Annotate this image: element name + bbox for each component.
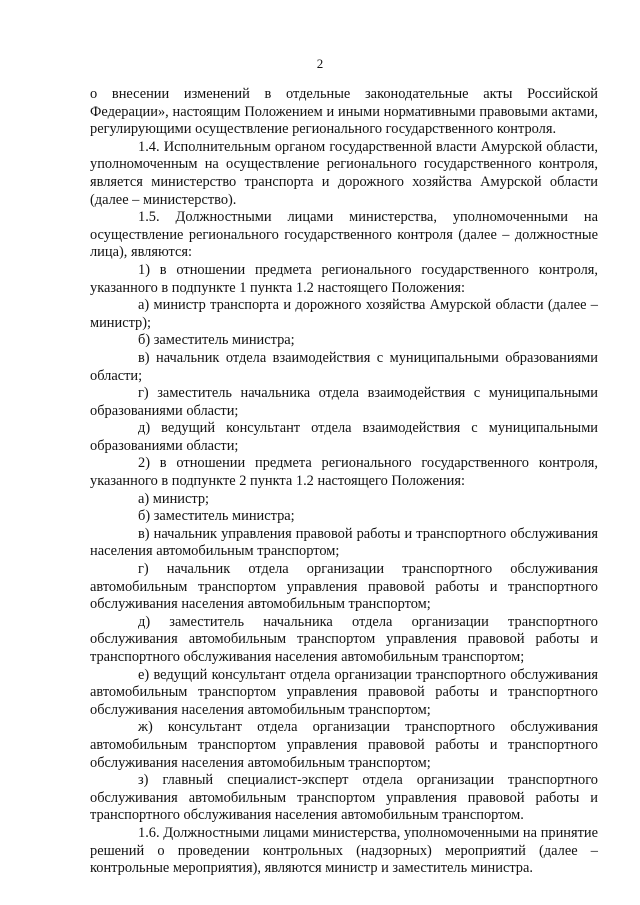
paragraph: в) начальник управления правовой работы и транспортного обслуживания населения автомобильным транспортом; xyxy=(90,525,598,560)
paragraph: в) начальник отдела взаимодействия с муниципальными образованиями области; xyxy=(90,349,598,384)
paragraph: 1.4. Исполнительным органом государственной власти Амурской области, уполномоченным на осуществление регионального государственного контроля, является министерство транспорта и дорожного хозяйства Амурской области (далее – министерство). xyxy=(90,138,598,208)
paragraph: г) начальник отдела организации транспортного обслуживания автомобильным транспортом управления правовой работы и транспортного обслуживания населения автомобильным транспортом; xyxy=(90,561,598,613)
paragraph: б) заместитель министра; xyxy=(138,332,295,349)
page-number: 2 xyxy=(316,56,324,71)
paragraph: а) министр; xyxy=(138,490,210,507)
paragraph: 1.5. Должностными лицами министерства, уполномоченными на осуществление регионального государственного контроля (далее – должностные лица), являются: xyxy=(90,209,598,261)
paragraph: д) заместитель начальника отдела организации транспортного обслуживания автомобильным транспортом управления правовой работы и транспортного обслуживания населения автомобильным транспортом; xyxy=(90,613,598,665)
document-body xyxy=(90,86,598,878)
paragraph: а) министр транспорта и дорожного хозяйства Амурской области (далее – министр); xyxy=(90,297,598,331)
paragraph: д) ведущий консультант отдела взаимодействия с муниципальными образованиями области; xyxy=(90,420,598,454)
paragraph: з) главный специалист-эксперт отдела организации транспортного обслуживания автомобильным транспортом управления правовой работы и транспортного обслуживания населения автомобильным транспортом. xyxy=(90,772,598,824)
paragraph: г) заместитель начальника отдела взаимодействия с муниципальными образованиями области; xyxy=(90,385,598,419)
paragraph: 1.6. Должностными лицами министерства, уполномоченными на принятие решений о проведении контрольных (надзорных) мероприятий (далее – контрольные мероприятия), являются министр и заместитель министра. xyxy=(90,824,598,877)
paragraph: о внесении изменений в отдельные законодательные акты Российской Федерации», настоящим Положением и иными нормативными правовыми актами, регулирующими осуществление регионального государственного контроля. xyxy=(90,86,598,138)
paragraph: б) заместитель министра; xyxy=(138,508,295,525)
paragraph: е) ведущий консультант отдела организации транспортного обслуживания автомобильным транспортом управления правовой работы и транспортного обслуживания населения автомобильным транспортом; xyxy=(90,666,598,718)
paragraph: 2) в отношении предмета регионального государственного контроля, указанного в подпункте 2 пункта 1.2 настоящего Положения: xyxy=(90,455,598,490)
paragraph: ж) консультант отдела организации транспортного обслуживания автомобильным транспортом управления правовой работы и транспортного обслуживания населения автомобильным транспортом; xyxy=(90,719,598,771)
paragraph: 1) в отношении предмета регионального государственного контроля, указанного в подпункте 1 пункта 1.2 настоящего Положения: xyxy=(90,261,598,296)
